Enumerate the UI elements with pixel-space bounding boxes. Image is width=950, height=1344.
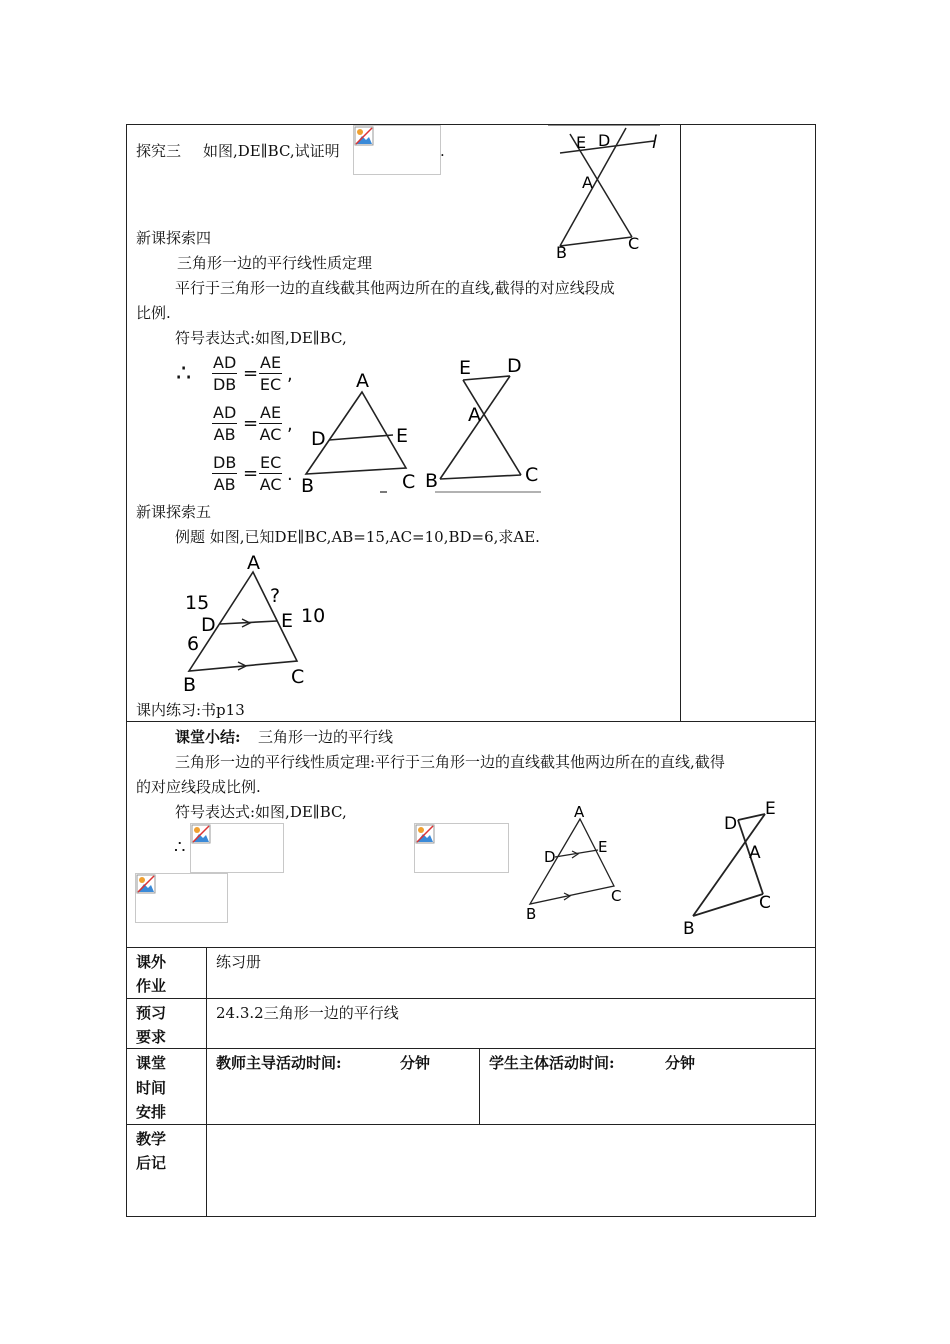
schedule-divider: [479, 1048, 480, 1125]
section5-heading: 新课探索五: [136, 503, 212, 521]
row-divider-3: [126, 998, 816, 999]
figure-hourglass-EDA-BC: [423, 352, 548, 497]
label-D: D: [201, 614, 216, 636]
label-C: C: [611, 887, 622, 905]
label-A: A: [582, 173, 593, 192]
label-column-divider: [206, 947, 207, 1217]
segment-DB: [440, 376, 510, 479]
label-B: B: [556, 243, 567, 262]
in-class-practice: 课内练习:书p13: [136, 701, 245, 719]
formula-image-placeholder: [190, 823, 284, 873]
label-E: E: [576, 133, 587, 152]
comma: ,: [287, 364, 293, 385]
table-border-right: [815, 124, 816, 1217]
equals-sign: =: [243, 413, 259, 434]
row-divider-1: [126, 721, 816, 722]
segment-EC: [463, 380, 521, 475]
example-problem: 例题 如图,已知DE∥BC,AB=15,AC=10,BD=6,求AE.: [175, 528, 540, 546]
homework-label: 课外: [136, 953, 167, 971]
section3-label: 探究三: [136, 142, 182, 160]
label-A: A: [247, 552, 260, 574]
equals-sign: =: [243, 363, 259, 384]
comma: ,: [287, 414, 293, 435]
row-divider-5: [126, 1124, 816, 1125]
summary-symbolic: 符号表达式:如图,DE∥BC,: [175, 803, 347, 821]
notes-label: 后记: [136, 1154, 167, 1172]
preview-label: 要求: [136, 1028, 167, 1046]
label-B: B: [683, 919, 695, 939]
right-column-divider: [680, 124, 681, 722]
fraction-AE-EC: $\frac{AE}{EC}$: [259, 353, 282, 394]
teacher-time-label: 教师主导活动时间:: [216, 1054, 342, 1072]
preview-label: 预习: [136, 1004, 167, 1022]
label-E: E: [281, 610, 294, 632]
preview-content: 24.3.2三角形一边的平行线: [216, 1004, 399, 1022]
broken-image-icon: [136, 874, 156, 894]
teacher-time-unit: 分钟: [400, 1054, 431, 1072]
label-B: B: [183, 674, 197, 696]
schedule-label: 课堂: [136, 1054, 167, 1072]
label-question: ?: [270, 585, 281, 607]
summary-line1: 三角形一边的平行线性质定理:平行于三角形一边的直线截其他两边所在的直线,截得: [175, 753, 725, 771]
segment-BC: [560, 237, 632, 246]
row-divider-2: [126, 947, 816, 948]
schedule-label: 安排: [136, 1103, 167, 1121]
notes-label: 教学: [136, 1130, 167, 1148]
table-border-left: [126, 124, 127, 1217]
fraction-EC-AC: $\frac{EC}{AC}$: [259, 453, 282, 494]
label-C: C: [759, 893, 771, 913]
label-C: C: [525, 464, 539, 486]
summary-label: 课堂小结:: [175, 728, 241, 746]
formula-image-placeholder: [353, 125, 441, 175]
table-border-bottom: [126, 1216, 816, 1217]
label-A: A: [356, 370, 369, 392]
label-A: A: [574, 803, 585, 821]
summary-line2: 的对应线段成比例.: [136, 778, 261, 796]
theorem-title: 三角形一边的平行线性质定理: [177, 254, 373, 272]
segment-DE: [329, 435, 393, 440]
label-C: C: [402, 471, 416, 493]
fraction-DB-AB: $\frac{DB}{AB}$: [213, 453, 237, 494]
label-E: E: [598, 838, 608, 856]
segment-BC: [440, 475, 521, 479]
therefore-symbol: ∴: [176, 359, 192, 387]
label-l: l: [652, 132, 658, 153]
label-B: B: [301, 475, 315, 495]
summary-therefore: ∴: [174, 837, 186, 858]
figure-hourglass-line-l: [548, 124, 673, 264]
label-E: E: [765, 799, 776, 819]
broken-image-icon: [415, 824, 435, 844]
fraction-AD-AB: $\frac{AD}{AB}$: [213, 403, 237, 444]
symbolic-expression: 符号表达式:如图,DE∥BC,: [175, 329, 347, 347]
summary-title: 三角形一边的平行线: [258, 728, 394, 746]
label-15: 15: [185, 592, 210, 614]
section3-text: 如图,DE∥BC,试证明: [203, 142, 340, 160]
label-10: 10: [301, 605, 326, 627]
label-D: D: [598, 131, 611, 150]
figure-triangle-ADE-BC: [296, 365, 426, 495]
period: .: [287, 464, 293, 485]
section4-heading: 新课探索四: [136, 229, 212, 247]
figure-example-triangle: [180, 552, 330, 697]
figure-summary-hourglass: [680, 796, 790, 941]
formula-image-placeholder: [414, 823, 509, 873]
label-D: D: [507, 355, 522, 377]
theorem-line1: 平行于三角形一边的直线截其他两边所在的直线,截得的对应线段成: [175, 279, 615, 297]
homework-content: 练习册: [216, 953, 262, 971]
table-border-top: [126, 124, 816, 125]
label-C: C: [291, 666, 305, 688]
schedule-label: 时间: [136, 1079, 167, 1097]
label-A: A: [749, 843, 761, 863]
label-B: B: [425, 470, 439, 492]
segment-DB: [560, 128, 626, 246]
theorem-line2: 比例.: [136, 304, 171, 322]
label-D: D: [724, 814, 738, 834]
formula-image-placeholder: [135, 873, 228, 923]
fraction-AD-DB: $\frac{AD}{DB}$: [212, 353, 237, 394]
section3-period: .: [440, 142, 445, 160]
label-E: E: [459, 357, 472, 379]
label-D: D: [544, 848, 556, 866]
label-C: C: [628, 234, 640, 253]
broken-image-icon: [354, 126, 374, 146]
row-divider-4: [126, 1048, 816, 1049]
label-B: B: [526, 905, 537, 923]
segment-BC: [693, 894, 763, 916]
homework-label: 作业: [136, 977, 167, 995]
student-time-label: 学生主体活动时间:: [489, 1054, 615, 1072]
figure-summary-triangle: [520, 800, 630, 925]
label-D: D: [311, 428, 326, 450]
student-time-unit: 分钟: [665, 1054, 696, 1072]
equals-sign: =: [243, 463, 259, 484]
fraction-AE-AC: $\frac{AE}{AC}$: [259, 403, 282, 444]
broken-image-icon: [191, 824, 211, 844]
label-A: A: [468, 404, 481, 426]
label-E: E: [396, 425, 409, 447]
triangle-ABC: [530, 819, 614, 904]
label-6: 6: [187, 633, 200, 655]
